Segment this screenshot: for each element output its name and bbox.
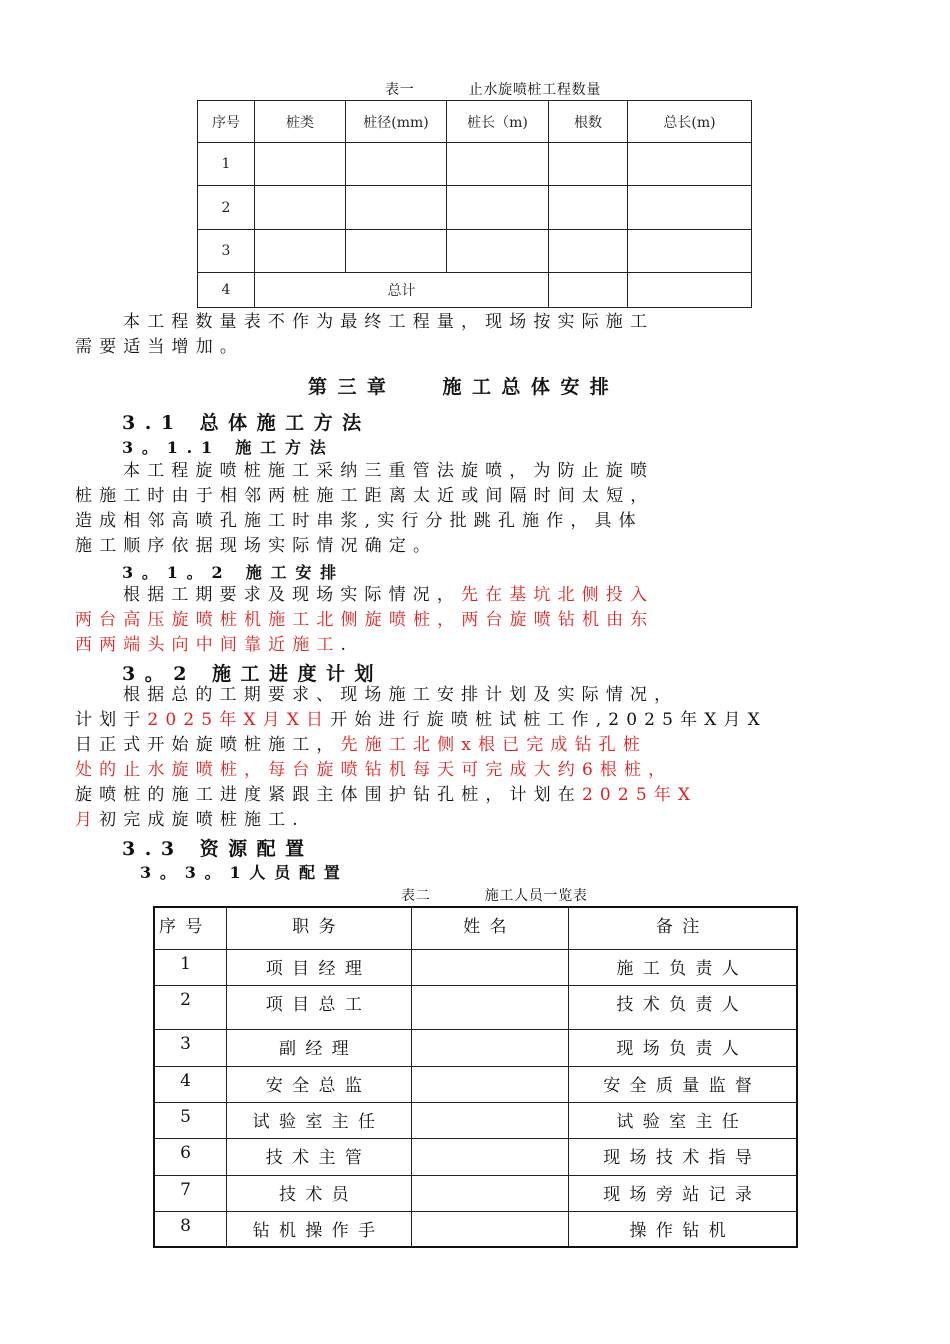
note-cell: 施工负责人 [568,949,797,985]
paragraph-line [75,709,875,731]
header-cell: 桩径(mm) [346,101,447,143]
header-cell: 桩类 [255,101,346,143]
note-cell: 现场旁站记录 [568,1175,797,1211]
highlighted-text: 先在基坑北侧投入 [460,585,655,605]
text-run: 根据工期要求及现场实际情况， [123,585,461,605]
table1-caption-title: 止水旋喷桩工程数量 [468,82,602,98]
header-cell: 序号 [154,907,226,949]
role-cell: 技术员 [226,1175,411,1211]
table2-caption [401,885,588,905]
row-number: 1 [198,143,255,186]
row-number: 7 [154,1175,226,1211]
quantity-note-line-1: 本工程数量表不作为最终工程量，现场按实际施工 [123,312,655,332]
role-cell: 试验室主任 [226,1102,411,1138]
note-cell: 现场技术指导 [568,1138,797,1175]
note-cell: 现场负责人 [568,1029,797,1066]
row-number: 6 [154,1138,226,1175]
table-row [154,949,797,985]
role-cell: 项目总工 [226,985,411,1029]
table-row [154,1175,797,1211]
table-row [154,1102,797,1138]
table-row [198,230,752,273]
header-cell: 姓名 [411,907,568,949]
table2-caption-title: 施工人员一览表 [484,888,588,904]
name-cell [411,1066,568,1102]
row-number: 5 [154,1102,226,1138]
name-cell [411,1029,568,1066]
chapter-title: 施工总体安排 [442,376,620,398]
row-number: 1 [154,949,226,985]
note-cell: 安全质量监督 [568,1066,797,1102]
table1-caption-number: 表一 [385,82,415,98]
text-run: 计划于 [75,710,148,730]
paragraph-line [75,784,875,806]
chapter-number: 第三章 [308,376,397,398]
row-number: 4 [154,1066,226,1102]
text-run: 日正式开始旋喷桩施工， [75,735,341,755]
name-cell [411,985,568,1029]
note-cell: 试验室主任 [568,1102,797,1138]
section-3-1-heading: 3.1 总体施工方法 [122,412,371,434]
note-cell: 技术负责人 [568,985,797,1029]
table-row [154,985,797,1029]
highlighted-text: 西两端头向中间靠近施工 [75,635,341,655]
header-cell: 备注 [568,907,797,949]
paragraph-line [75,634,875,656]
text-run: 开始进行旋喷桩试桩工作,2025年X月X [330,710,767,730]
section-3-3-heading: 3.3 资源配置 [122,838,314,860]
note-cell: 操作钻机 [568,1211,797,1247]
paragraph-line [75,809,875,831]
paragraph-line [123,584,923,606]
table-total-row [198,273,752,308]
section-3-3-1-heading: 3。3。1人员配置 [140,863,349,882]
row-number: 3 [198,230,255,273]
quantity-note-line-2: 需要适当增加。 [75,337,244,357]
row-number: 2 [154,985,226,1029]
table-row [154,1066,797,1102]
highlighted-text: 2025年X月X日 [147,710,331,730]
paragraph-line: 施工顺序依据现场实际情况确定。 [75,536,438,556]
table-row [198,143,752,186]
section-3-2-heading: 3。2 施工进度计划 [122,663,384,685]
table2-caption-number: 表二 [401,888,431,904]
header-cell: 总长(m) [628,101,752,143]
table-header-row [198,101,752,143]
name-cell [411,1102,568,1138]
chapter-heading [308,372,619,399]
name-cell [411,1138,568,1175]
row-number: 8 [154,1211,226,1247]
paragraph-line: 本工程旋喷桩施工采纳三重管法旋喷，为防止旋喷 [123,461,655,481]
paragraph-line: 造成相邻高喷孔施工时串浆,实行分批跳孔施作，具体 [75,511,643,531]
table1-caption [385,79,601,99]
role-cell: 技术主管 [226,1138,411,1175]
role-cell: 项目经理 [226,949,411,985]
name-cell [411,949,568,985]
role-cell: 安全总监 [226,1066,411,1102]
row-number: 4 [198,273,255,308]
table-row [154,1138,797,1175]
table-row [154,1029,797,1066]
row-number: 3 [154,1029,226,1066]
text-run: 旋喷桩的施工进度紧跟主体围护钻孔桩，计划在 [75,785,582,805]
table-row [154,1211,797,1247]
paragraph-line: 根据总的工期要求、现场施工安排计划及实际情况， [123,685,679,705]
header-cell: 序号 [198,101,255,143]
personnel-table [153,906,798,1248]
row-number: 2 [198,186,255,230]
text-run: 初完成旋喷桩施工. [99,810,305,830]
highlighted-text: 月 [75,810,100,830]
highlighted-text: 先施工北侧x根已完成钻孔桩 [340,735,647,755]
pile-quantity-table [197,100,752,308]
section-3-1-1-heading: 3。1.1 施工方法 [122,438,335,457]
paragraph-line: 桩施工时由于相邻两桩施工距离太近或间隔时间太短， [75,486,655,506]
total-label: 总计 [255,273,549,308]
header-cell: 桩长（m) [447,101,549,143]
section-3-1-2-heading: 3。1。2 施工安排 [122,563,345,582]
name-cell [411,1211,568,1247]
paragraph-line [75,734,875,756]
paragraph-line-highlighted: 处的止水旋喷桩，每台旋喷钻机每天可完成大约6根桩， [75,760,673,780]
role-cell: 副经理 [226,1029,411,1066]
table-row [198,186,752,230]
header-cell: 根数 [549,101,628,143]
highlighted-text: 2025年X [581,785,698,805]
text-run: . [340,635,354,655]
name-cell [411,1175,568,1211]
role-cell: 钻机操作手 [226,1211,411,1247]
paragraph-line-highlighted: 两台高压旋喷桩机施工北侧旋喷桩，两台旋喷钻机由东 [75,610,655,630]
table-header-row [154,907,797,949]
header-cell: 职务 [226,907,411,949]
